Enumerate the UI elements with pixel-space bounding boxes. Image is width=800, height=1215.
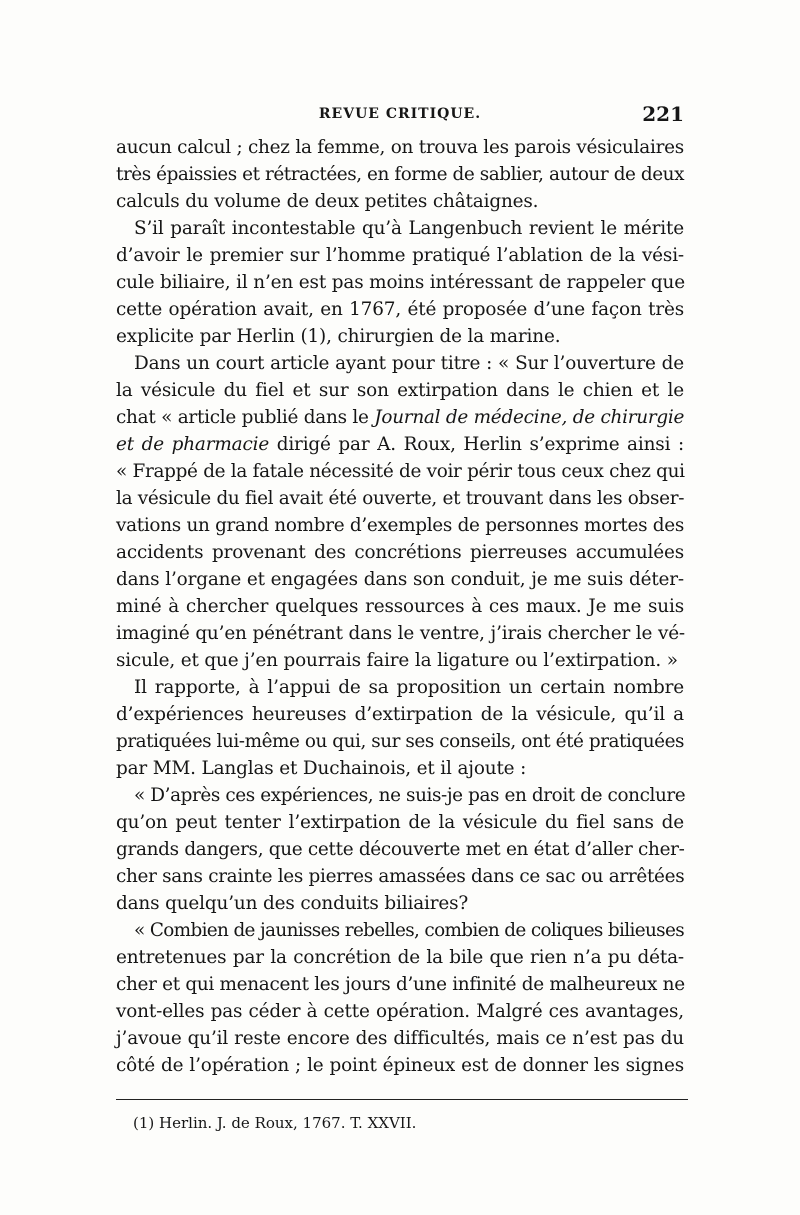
text-line: dans quelqu’un des conduits biliaires?	[116, 893, 469, 914]
text-line: « Combien de jaunisses rebelles, combien de coliques bilieuses	[134, 920, 684, 941]
text-line	[116, 404, 684, 431]
text-line: cher et qui menacent les jours d’une infinité de malheureux ne	[116, 974, 685, 995]
text-line: d’expériences heureuses d’extirpation de la vésicule, qu’il a	[116, 704, 684, 725]
text-line: explicite par Herlin (1), chirurgien de la marine.	[116, 326, 561, 347]
text-line: la vésicule du fiel et sur son extirpation dans le chien et le	[116, 380, 684, 401]
text-line: qu’on peut tenter l’extirpation de la vésicule du fiel sans de	[116, 812, 684, 833]
text-line: très épaissies et rétractées, en forme de sablier, autour de deux	[116, 164, 684, 185]
text-line: « Frappé de la fatale nécessité de voir périr tous ceux chez qui	[116, 461, 685, 482]
text-line: miné à chercher quelques ressources à ces maux. Je me suis	[116, 596, 684, 617]
text-line: cette opération avait, en 1767, été proposée d’une façon très	[116, 299, 684, 320]
text-line: « D’après ces expériences, ne suis-je pas en droit de conclure	[134, 785, 686, 806]
text-line: imaginé qu’en pénétrant dans le ventre, j’irais chercher le vé-	[116, 623, 685, 644]
page-number: 221	[642, 102, 684, 126]
text-line: grands dangers, que cette découverte met en état d’aller cher-	[116, 839, 685, 860]
text-line: côté de l’opération ; le point épineux est de donner les signes	[116, 1055, 684, 1076]
text-line: calculs du volume de deux petites châtaignes.	[116, 191, 539, 212]
journal-title-cont: et de pharmacie	[116, 434, 270, 455]
text-line: Il rapporte, à l’appui de sa proposition un certain nombre	[134, 677, 684, 698]
text-line: aucun calcul ; chez la femme, on trouva les parois vésiculaires	[116, 137, 684, 158]
text-line: vont-elles pas céder à cette opération. Malgré ces avantages,	[116, 1001, 684, 1022]
text-line: cule biliaire, il n’en est pas moins intéressant de rappeler que	[116, 272, 685, 293]
text-line: S’il paraît incontestable qu’à Langenbuch revient le mérite	[134, 218, 684, 239]
text-line: vations un grand nombre d’exemples de personnes mortes des	[116, 515, 684, 536]
text-line	[116, 431, 684, 458]
text-segment: dirigé par A. Roux, Herlin s’exprime ainsi :	[269, 434, 684, 455]
running-head	[116, 104, 684, 130]
running-title: REVUE CRITIQUE.	[318, 106, 482, 122]
text-segment: chat « article publié dans le	[116, 407, 375, 428]
text-line: d’avoir le premier sur l’homme pratiqué l’ablation de la vési-	[116, 245, 684, 266]
text-line: pratiquées lui-même ou qui, sur ses conseils, ont été pratiquées	[116, 731, 684, 752]
body-text	[116, 134, 684, 1079]
text-line: accidents provenant des concrétions pierreuses accumulées	[116, 542, 684, 563]
text-line: par MM. Langlas et Duchainois, et il ajoute :	[116, 758, 527, 779]
text-line: entretenues par la concrétion de la bile que rien n’a pu déta-	[116, 947, 684, 968]
text-line: dans l’organe et engagées dans son conduit, je me suis déter-	[116, 569, 684, 590]
text-line: cher sans crainte les pierres amassées dans ce sac ou arrêtées	[116, 866, 685, 887]
text-line: Dans un court article ayant pour titre : « Sur l’ouverture de	[134, 353, 684, 374]
footnote-rule	[116, 1099, 688, 1100]
text-line: sicule, et que j’en pourrais faire la ligature ou l’extirpation. »	[116, 650, 678, 671]
text-line: la vésicule du fiel avait été ouverte, et trouvant dans les obser-	[116, 488, 685, 509]
journal-title: Journal de médecine, de chirurgie	[374, 407, 685, 428]
text-line: j’avoue qu’il reste encore des difficultés, mais ce n’est pas du	[116, 1028, 684, 1049]
footnote: (1) Herlin. J. de Roux, 1767. T. XXVII.	[133, 1114, 417, 1132]
